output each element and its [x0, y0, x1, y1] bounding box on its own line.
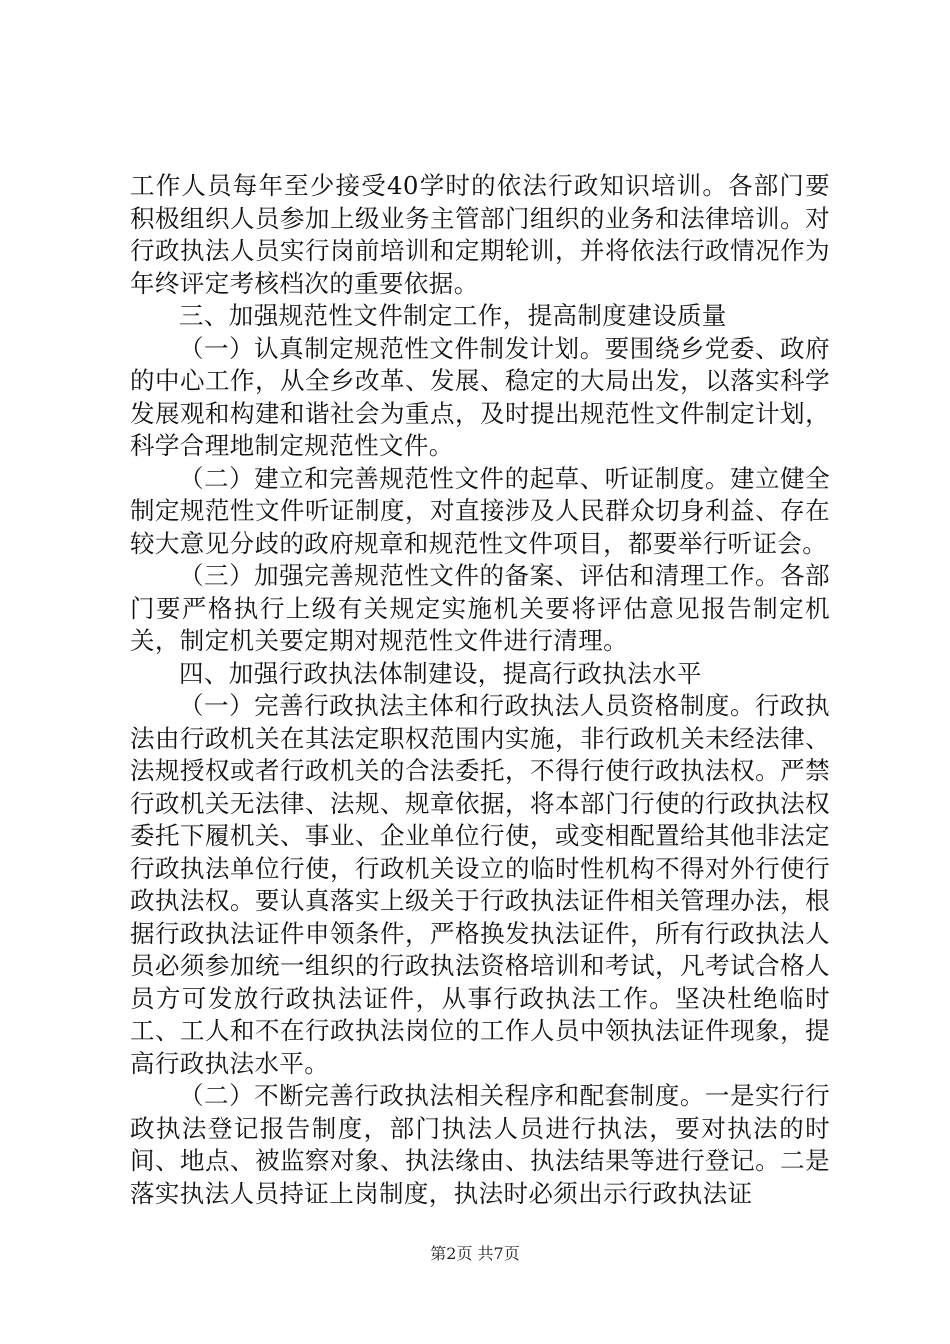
page-footer: [0, 1244, 950, 1264]
paragraph-3-1: （一）认真制定规范性文件制发计划。要围绕乡党委、政府的中心工作，从全乡改革、发展、稳定的大局出发，以落实科学发展观和构建和谐社会为重点，及时提出规范性文件制定计划，科学合理地制定规范性文件。: [130, 333, 830, 460]
page-number-label: 第2页 共7页: [430, 1244, 520, 1263]
paragraph-3-2: （二）建立和完善规范性文件的起草、听证制度。建立健全制定规范性文件听证制度，对直接涉及人民群众切身利益、存在较大意见分歧的政府规章和规范性文件项目，都要举行听证会。: [130, 463, 830, 558]
paragraph-1: 工作人员每年至少接受40学时的依法行政知识培训。各部门要积极组织人员参加上级业务主管部门组织的业务和法律培训。对行政执法人员实行岗前培训和定期轮训，并将依法行政情况作为年终评定考核档次的重要依据。: [130, 171, 830, 298]
heading-section-4: 四、加强行政执法体制建设，提高行政执法水平: [179, 658, 702, 688]
document-body: [130, 170, 830, 1210]
paragraph-3-3: （三）加强完善规范性文件的备案、评估和清理工作。各部门要严格执行上级有关规定实施机关要将评估意见报告制定机关，制定机关要定期对规范性文件进行清理。: [130, 561, 830, 655]
paragraph-4-1: （一）完善行政执法主体和行政执法人员资格制度。行政执法由行政机关在其法定职权范围内实施，非行政机关未经法律、法规授权或者行政机关的合法委托，不得行使行政执法权。严禁行政机关无法律、法规、规章依据，将本部门行使的行政执法权委托下履机关、事业、企业单位行使，或变相配置给其他非法定行政执法单位行使，行政机关设立的临时性机构不得对外行使行政执法权。要认真落实上级关于行政执法证件相关管理办法，根据行政执法证件申领条件，严格换发执法证件，所有行政执法人员必须参加统一组织的行政执法资格培训和考试，凡考试合格人员方可发放行政执法证件，从事行政执法工作。坚决杜绝临时工、工人和不在行政执法岗位的工作人员中领执法证件现象，提高行政执法水平。: [130, 691, 830, 1078]
paragraph-4-2: （二）不断完善行政执法相关程序和配套制度。一是实行行政执法登记报告制度，部门执法人员进行执法，要对执法的时间、地点、被监察对象、执法缘由、执法结果等进行登记。二是落实执法人员持证上岗制度，执法时必须出示行政执法证: [130, 1081, 830, 1208]
heading-section-3: 三、加强规范性文件制定工作，提高制度建设质量: [179, 301, 727, 330]
